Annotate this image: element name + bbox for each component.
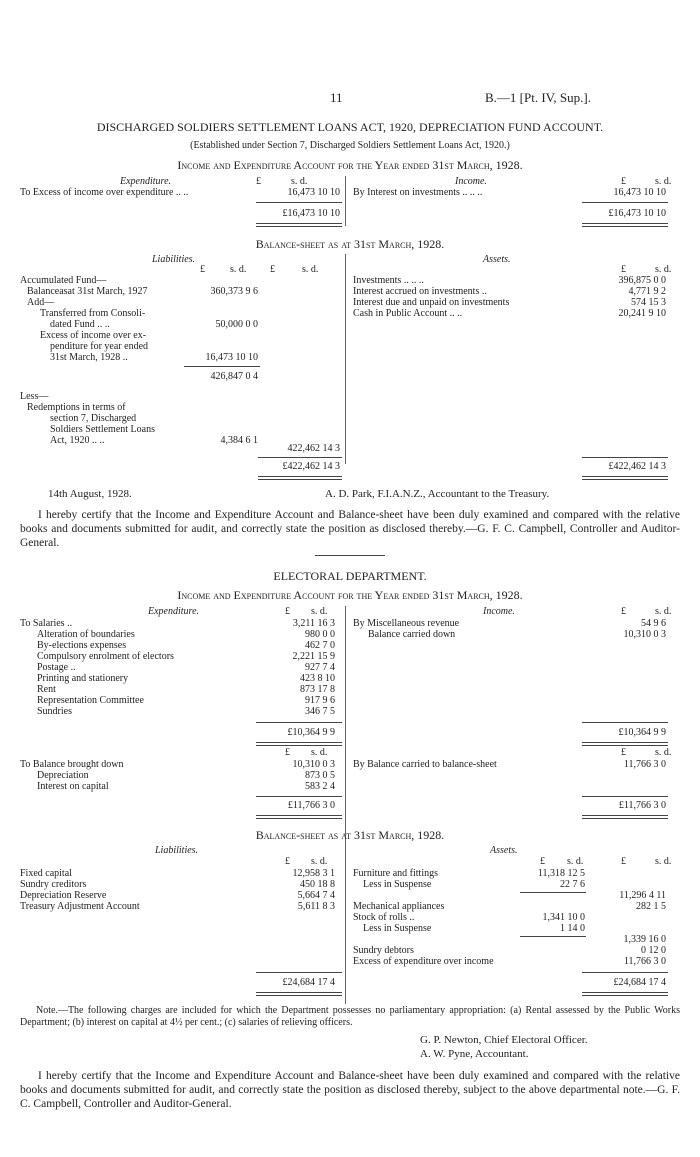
s2-bs-sd-2: s. d. [567,856,584,867]
s1-inc-line: By Interest on investments .. .. .. [353,187,483,198]
s2-exp2-item: Depreciation [37,770,89,781]
s2-exp-item: Printing and stationery [37,673,129,684]
s2-assets-head: Assets. [490,845,518,856]
s1-liab-amount: 4,384 6 1 [220,435,258,446]
s2-bs-sd-1: s. d. [311,856,328,867]
s1-bs-pound-1: £ [200,264,205,275]
s2-sd-right-2: s. d. [655,747,672,758]
s2-exp-item: Rent [37,684,56,695]
s2-asset-net: 0 12 0 [641,945,666,956]
s2-pound-right: £ [621,606,626,617]
s2-exp2-item: To Balance brought down [20,759,124,770]
s2-exp-amount: 873 17 8 [300,684,335,695]
s2-bs-pound-3: £ [621,856,626,867]
s2-exp-amount: 917 9 6 [305,695,335,706]
s2-exp-item: Postage .. [37,662,76,673]
s2-asset-amount: 1,341 10 0 [542,912,585,923]
s2-inc-total: £10,364 9 9 [618,727,666,738]
s1-bs-sd-2: s. d. [302,264,319,275]
s2-exp-total: £10,364 9 9 [287,727,335,738]
s1-liab-subtotal: 426,847 0 4 [210,371,258,382]
s2-inc-amount: 10,310 0 3 [623,629,666,640]
section2-ie-title: Income and Expenditure Account for the Year ended 31st March, 1928. [177,588,523,602]
s2-asset-item: Furniture and fittings [353,868,438,879]
s1-liab-amount: 50,000 0 0 [215,319,258,330]
s2-exp-amount: 423 8 10 [300,673,335,684]
s2-asset-item: Less in Suspense [363,879,432,890]
page-number: 11 [330,90,343,105]
s2-signature-1: G. P. Newton, Chief Electoral Officer. [420,1034,588,1046]
s2-asset-item: Less in Suspense [363,923,432,934]
s2-exp-amount: 346 7 5 [305,706,335,717]
s2-exp2-item: Interest on capital [37,781,109,792]
s1-pound-left: £ [256,176,261,187]
section1-ie-title: Income and Expenditure Account for the Year ended 31st March, 1928. [177,158,523,172]
s1-liab-net: 422,462 14 3 [287,443,340,454]
s2-liab-amount: 5,611 8 3 [297,901,335,912]
s2-pound-left: £ [285,606,290,617]
s1-asset-line: Interest accrued on investments .. [353,286,487,297]
s2-expenditure-head: Expenditure. [148,606,200,617]
s2-inc-amount: 54 9 6 [641,618,666,629]
s2-exp-item: To Salaries .. [20,618,73,629]
s2-exp-item: Sundries [37,706,72,717]
section2-bs-title: Balance-sheet as at 31st March, 1928. [255,828,445,842]
s2-asset-net: 11,766 3 0 [623,956,666,967]
s2-pound-left-2: £ [285,747,290,758]
s2-asset-net: 282 1 5 [636,901,666,912]
s1-liab-line: Transferred from Consoli- [40,308,146,319]
s2-exp-item: Alteration of boundaries [37,629,135,640]
s2-exp-amount: 2,221 15 9 [292,651,335,662]
s1-liab-line: Accumulated Fund— [20,275,107,286]
s2-exp-amount: 462 7 0 [305,640,335,651]
s1-bs-sd-3: s. d. [655,264,672,275]
s1-inc-total: £16,473 10 10 [608,208,666,219]
s1-income-head: Income. [455,176,487,187]
s2-inc2-total: £11,766 3 0 [618,800,666,811]
s1-liab-amount: 360,373 9 6 [210,286,258,297]
s2-bs-sd-3: s. d. [655,856,672,867]
s1-bs-sd-1: s. d. [230,264,247,275]
s1-liab-amount: 16,473 10 10 [205,352,258,363]
s2-exp-amount: 980 0 0 [305,629,335,640]
s2-asset-net: 11,296 4 11 [619,890,666,901]
s1-liab-line: Act, 1920 .. .. [50,435,105,446]
s2-sd-right: s. d. [655,606,672,617]
s1-asset-amount: 396,875 0 0 [618,275,666,286]
s2-liab-total: £24,684 17 4 [282,977,335,988]
s2-asset-item: Excess of expenditure over income [353,956,494,967]
s1-assets-total: £422,462 14 3 [608,461,666,472]
s2-liab-item: Fixed capital [20,868,72,879]
section2-title: ELECTORAL DEPARTMENT. [273,569,427,583]
s2-liab-amount: 5,664 7 4 [297,890,335,901]
s1-sd-left: s. d. [291,176,308,187]
s1-liab-line: Excess of income over ex- [40,330,147,341]
s1-exp-total: £16,473 10 10 [282,208,340,219]
s2-asset-net: 1,339 16 0 [623,934,666,945]
s1-sd-right: s. d. [655,176,672,187]
s1-date: 14th August, 1928. [48,488,132,500]
s2-assets-total: £24,684 17 4 [613,977,666,988]
s1-asset-amount: 4,771 9 2 [628,286,666,297]
s2-signature-2: A. W. Pyne, Accountant. [420,1048,529,1060]
s2-liab-item: Treasury Adjustment Account [20,901,140,912]
s2-asset-amount: 1 14 0 [560,923,585,934]
s2-exp2-total: £11,766 3 0 [287,800,335,811]
s2-asset-item: Mechanical appliances [353,901,445,912]
s1-liab-line: 31st March, 1928 .. [50,352,128,363]
section1-title: DISCHARGED SOLDIERS SETTLEMENT LOANS ACT, 1920, DEPRECIATION FUND ACCOUNT. [96,120,604,134]
s1-liab-line: Less— [20,391,49,402]
s2-exp-item: By-elections expenses [37,640,127,651]
s2-inc2-item: By Balance carried to balance-sheet [353,759,497,770]
s2-inc2-amount: 11,766 3 0 [623,759,666,770]
s2-liab-amount: 12,958 3 1 [292,868,335,879]
s1-liab-line: Soldiers Settlement Loans [50,424,155,435]
s1-asset-line: Interest due and unpaid on investments [353,297,510,308]
s1-signature: A. D. Park, F.I.A.N.Z., Accountant to the Treasury. [325,488,550,500]
s2-exp2-amount: 10,310 0 3 [292,759,335,770]
s2-asset-amount: 11,318 12 5 [537,868,585,879]
s2-asset-item: Sundry debtors [353,945,414,956]
s2-certificate: I hereby certify that the Income and Expenditure Account and Balance-sheet have been duly examined and compared with the relative books and documents submitted for audit, and correctly state the position as disclosed thereby, subject to the above departmental note.—G. F. C. Campbell, Controller and Auditor-General. [20,1070,680,1110]
s2-note: Note.—The following charges are included for which the Department possesses no parliamentary appropriation: (a) Rental assessed by the Public Works Department; (b) interest on capital at 4½ per cent.; (c) salaries of relieving officers. [20,1005,680,1028]
s1-pound-right: £ [621,176,626,187]
s1-liab-line: Redemptions in terms of [27,402,126,413]
s1-expenditure-head: Expenditure. [120,176,172,187]
s2-sd-left-2: s. d. [311,747,328,758]
s1-asset-amount: 574 15 3 [631,297,666,308]
s2-asset-amount: 22 7 6 [560,879,585,890]
s2-liabilities-head: Liabilities. [155,845,199,856]
document-reference: B.—1 [Pt. IV, Sup.]. [485,90,591,105]
s1-asset-amount: 20,241 9 10 [618,308,666,319]
s1-asset-line: Cash in Public Account .. .. [353,308,463,319]
s2-sd-left: s. d. [311,606,328,617]
s2-pound-right-2: £ [621,747,626,758]
s2-liab-item: Depreciation Reserve [20,890,107,901]
s1-liab-line: penditure for year ended [50,341,149,352]
s1-liab-line: section 7, Discharged [50,413,137,424]
s1-liabilities-head: Liabilities. [152,254,196,265]
s2-inc-item: By Miscellaneous revenue [353,618,460,629]
s1-inc-amount: 16,473 10 10 [613,187,666,198]
s1-exp-amount: 16,473 10 10 [287,187,340,198]
s2-exp2-amount: 583 2 4 [305,781,335,792]
s2-exp-item: Representation Committee [37,695,144,706]
s1-asset-line: Investments .. .. .. [353,275,424,286]
s2-bs-pound-1: £ [285,856,290,867]
s2-exp2-amount: 873 0 5 [305,770,335,781]
s2-exp-amount: 3,211 16 3 [292,618,335,629]
s1-assets-head: Assets. [483,254,511,265]
s2-exp-item: Compulsory enrolment of electors [37,651,174,662]
s1-bs-pound-3: £ [621,264,626,275]
s2-income-head: Income. [483,606,515,617]
s1-exp-line: To Excess of income over expenditure .. .. [20,187,189,198]
s2-liab-amount: 450 18 8 [300,879,335,890]
s2-bs-pound-2: £ [540,856,545,867]
s1-liab-line: Balanceasat 31st March, 1927 [27,286,148,297]
s2-liab-item: Sundry creditors [20,879,87,890]
s1-liab-line: dated Fund .. .. [50,319,110,330]
s2-asset-item: Stock of rolls .. [353,912,415,923]
s1-liab-total: £422,462 14 3 [282,461,340,472]
section1-bs-title: Balance-sheet as at 31st March, 1928. [255,237,445,251]
section1-subtitle: (Established under Section 7, Discharged Soldiers Settlement Loans Act, 1920.) [190,140,510,151]
s1-bs-pound-2: £ [270,264,275,275]
s2-inc-item: Balance carried down [368,629,456,640]
s1-liab-line: Add— [27,297,55,308]
s1-certificate: I hereby certify that the Income and Expenditure Account and Balance-sheet have been duly examined and compared with the relative books and documents submitted for audit, and correctly state the position as disclosed thereby.—G. F. C. Campbell, Controller and Auditor-General. [20,509,680,549]
s2-exp-amount: 927 7 4 [305,662,335,673]
